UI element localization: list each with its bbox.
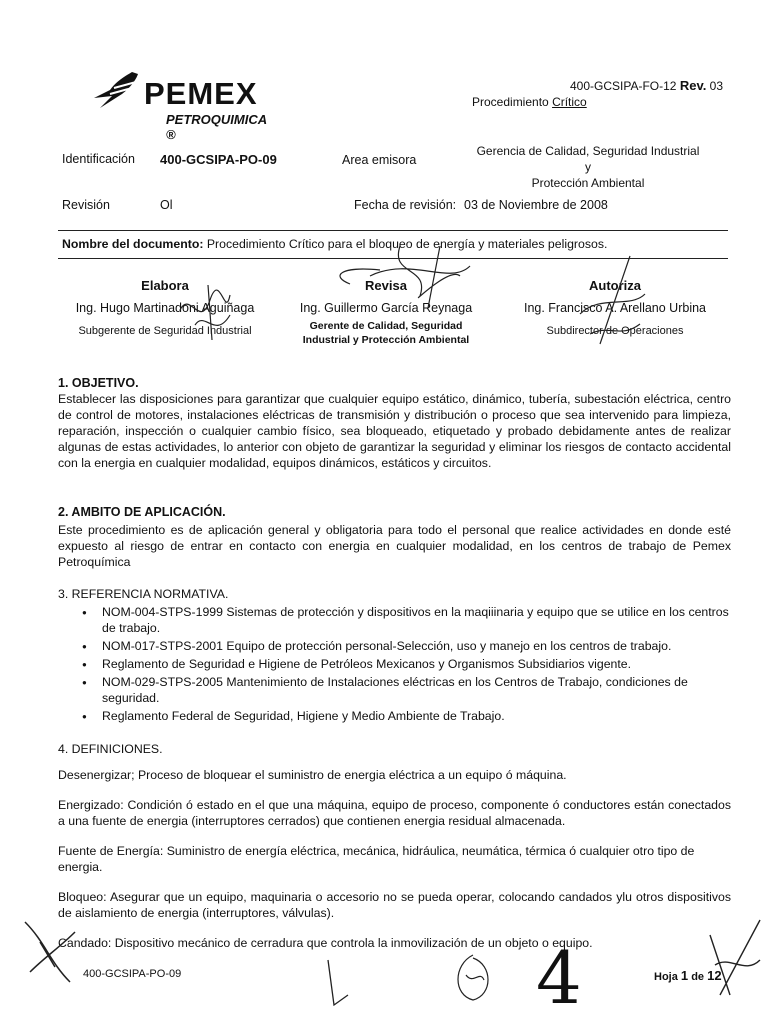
- identification-label: Identificación: [62, 152, 135, 166]
- page-number: Hoja 1 de 12: [654, 968, 722, 983]
- definitions-list: [58, 767, 731, 951]
- signature-name: Ing. Hugo Martinadoni Aguiñaga: [75, 301, 255, 315]
- signature-role: Gerente de Calidad, Seguridad Industrial y Protección Ambiental: [302, 320, 470, 346]
- list-item: ● NOM-017-STPS-2001 Equipo de protección personal-Selección, uso y manejo en los centros de trabajo.: [80, 638, 730, 654]
- revision-date-label: Fecha de revisión:: [354, 198, 457, 212]
- handwritten-initials-icon: [448, 950, 498, 1010]
- definition-item: Bloqueo: Asegurar que un equipo, maquinaria o accesorio no se pueda operar, colocando candados ylu otros dispositivos de aislamiento de energia (interruptores, válvulas).: [58, 890, 731, 920]
- revision-date-value: 03 de Noviembre de 2008: [464, 198, 608, 212]
- handwritten-mark-icon: [318, 955, 358, 1015]
- logo-subtitle: PETROQUIMICA ®: [166, 112, 267, 142]
- pemex-logo: [92, 70, 272, 142]
- document-name: Nombre del documento: Procedimiento Crítico para el bloqueo de energía y materiales peligrosos.: [62, 237, 608, 251]
- section-heading-referencia: 3. REFERENCIA NORMATIVA.: [58, 587, 229, 601]
- footer-document-code: 400-GCSIPA-PO-09: [83, 968, 182, 980]
- pemex-eagle-icon: [92, 70, 142, 110]
- signature-title: Revisa: [365, 278, 407, 293]
- signature-role: Subgerente de Seguridad Industrial: [78, 325, 252, 337]
- list-item: ● NOM-004-STPS-1999 Sistemas de protección y dispositivos en la maqiiinaria y equipo que se utilice en los centros de trabajo.: [80, 604, 730, 636]
- signature-title: Autoriza: [589, 278, 641, 293]
- section-text-objetivo: Establecer las disposiciones para garantizar que cualquier equipo estático, dinámico, tubería, subestación eléctrica, centro de control de motores, instalaciones eléctricas de transmisión y distribución o proceso que sea intervenido para limpieza, reparación, inspección o cualquier cambio físico, sea bloqueado, etiquetado y probado debidamente antes de realizar algunas de estas actividades, lo anterior con objeto de garantizar la seguridad y eliminar los riesgos de contacto accidental con la energia en cualquier modalidad, equipos dinámicos, estáticos y circuitos.: [58, 392, 731, 470]
- procedure-type: Procedimiento Crítico: [472, 95, 587, 109]
- revision-value: Ol: [160, 198, 173, 212]
- section-heading-definiciones: 4. DEFINICIONES.: [58, 742, 163, 756]
- form-code: 400-GCSIPA-FO-12 Rev. 03: [570, 78, 724, 93]
- definition-item: Candado: Dispositivo mecánico de cerradura que controla la inmovilización de un objeto o equipo.: [58, 936, 593, 950]
- logo-text: PEMEX: [144, 76, 258, 111]
- list-item: ● Reglamento Federal de Seguridad, Higiene y Medio Ambiente de Trabajo.: [80, 708, 730, 724]
- definition-item: Desenergizar; Proceso de bloquear el suministro de energia eléctrica a un equipo ó máquina.: [58, 768, 567, 782]
- signature-name: Ing. Francisco A. Arellano Urbina: [523, 301, 707, 315]
- identification-value: 400-GCSIPA-PO-09: [160, 152, 277, 167]
- handwritten-initials-icon: [700, 915, 766, 1005]
- handwritten-signature-icon: [310, 236, 480, 311]
- section-heading-objetivo: 1. OBJETIVO.: [58, 376, 139, 390]
- definition-item: Energizado: Condición ó estado en el que una máquina, equipo de proceso, componente ó conductores están conectados a una fuente de energia (interruptores cerrados) que contienen energia residual almacenada.: [58, 798, 731, 828]
- signature-role: Subdirector de Operaciones: [546, 325, 684, 337]
- divider: [58, 230, 728, 231]
- handwritten-signature-icon: [170, 280, 250, 350]
- section-heading-ambito: 2. AMBITO DE APLICACIÓN.: [58, 505, 226, 519]
- handwritten-signature-icon: [560, 254, 660, 354]
- reference-list: [80, 604, 730, 726]
- list-item: ● Reglamento de Seguridad e Higiene de Petróleos Mexicanos y Organismos Subsidiarios vigente.: [80, 656, 730, 672]
- area-label: Area emisora: [342, 153, 417, 167]
- revision-label: Revisión: [62, 198, 110, 212]
- signature-name: Ing. Guillermo García Reynaga: [299, 301, 473, 315]
- signature-title: Elabora: [141, 278, 189, 293]
- section-text-ambito: Este procedimiento es de aplicación general y obligatoria para todo el personal que realice actividades en donde esté expuesto al riesgo de entrar en contacto con energia en cualquier modalidad, en los centros de trabajo de Pemex Petroquímica: [58, 523, 731, 569]
- definition-item: Fuente de Energía: Suministro de energía eléctrica, mecánica, hidráulica, neumática, térmica ó cualquier otro tipo de energia.: [58, 844, 695, 874]
- area-value: Gerencia de Calidad, Seguridad Industrial y Protección Ambiental: [476, 144, 700, 190]
- handwritten-initials-icon: [20, 912, 80, 992]
- list-item: ● NOM-029-STPS-2005 Mantenimiento de Instalaciones eléctricas en los Centros de Trabajo, condiciones de seguridad.: [80, 674, 730, 706]
- handwritten-digit: 4: [536, 936, 582, 1020]
